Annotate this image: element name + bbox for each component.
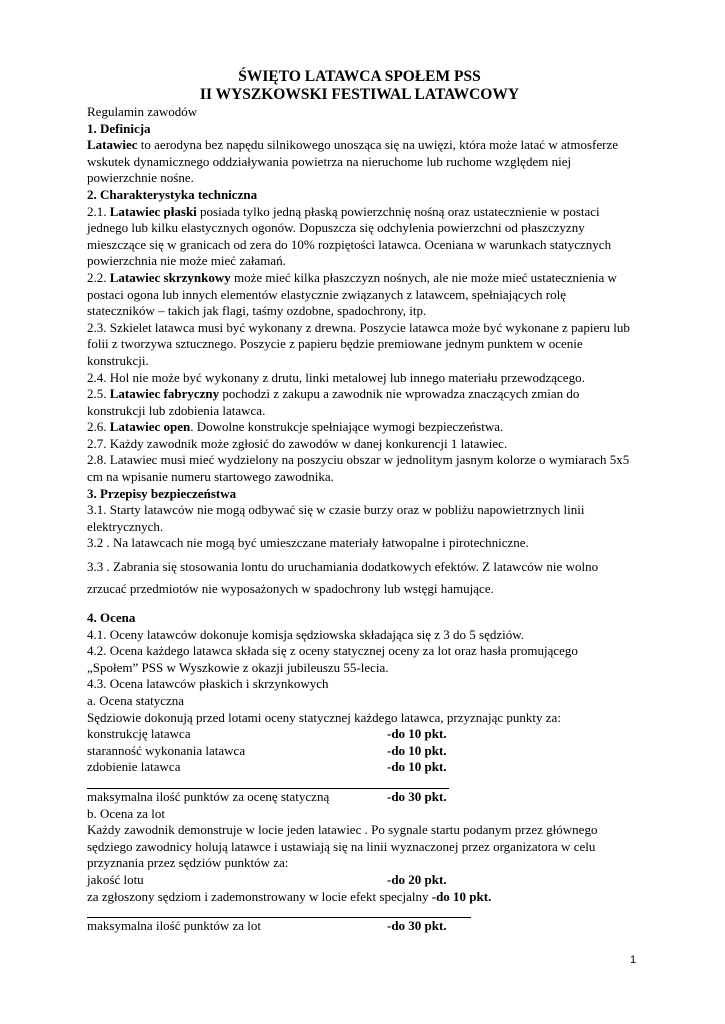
static-max-label: maksymalna ilość punktów za ocenę statyczną — [87, 788, 330, 804]
paragraph-2-4: 2.4. Hol nie może być wykonany z drutu, linki metalowej lub innego materiału przewodzącego. — [87, 369, 585, 385]
paragraph-text: . Dowolne konstrukcje spełniające wymogi bezpieczeństwa. — [190, 419, 504, 435]
paragraph-text: może mieć kilka płaszczyzn nośnych, ale nie może mieć ustatecznienia w postaci ogona lub innych elementów elastycznie związanych z latawcem, spełniających rolę stateczników – takich jak flagi, taśmy ozdobne, spadochrony, itp. — [87, 269, 617, 319]
score-label: konstrukcję latawca — [87, 726, 191, 742]
static-rating-heading: a. Ocena statyczna — [87, 693, 185, 708]
paragraph-number: 2.5. — [87, 386, 110, 402]
score-row — [87, 759, 632, 776]
flight-quality-row — [87, 872, 632, 889]
paragraph-2-8: 2.8. Latawiec musi mieć wydzielony na poszyciu obszar w jednolitym jasnym kolorze o wymiarach 5x5 cm na wpisanie numeru startowego zawodnika. — [87, 452, 630, 485]
term-open-kite: Latawiec open — [109, 419, 191, 435]
flight-rating-text: Każdy zawodnik demonstruje w locie jeden latawiec . Po sygnale startu podanym przez głównego sędziego zawodnicy holują latawce i ustawiają się na linii wyznaczonej przez organizatora w celu przyznania przez sędziów punktów za: — [87, 822, 598, 871]
paragraph-text: posiada tylko jedną płaską powierzchnię nośną oraz ustatecznienie w postaci jednego lub kilku elastycznych ogonów. Dopuszcza się odchylenia powierzchni od płaszczyzny mieszczące się w granicach od zera do 10% rozpiętości latawca. Oceniana w warunkach statycznych powierzchnia nie może mieć załamań. — [87, 203, 612, 269]
paragraph-text: pochodzi z zakupu a zawodnik nie wprowadza znaczących zmian do konstrukcji lub zdobienia latawca. — [87, 386, 580, 418]
definition-text: to aerodyna bez napędu silnikowego unosząca się na uwięzi, która może latać w atmosferze wskutek dynamicznego oddziaływania powietrza na nieruchome lub ruchome względem niej powierzchnie nośne. — [87, 137, 618, 186]
paragraph-3-2: 3.2 . Na latawcach nie mogą być umieszczane materiały łatwopalne i pirotechniczne. — [87, 535, 529, 551]
document-body — [87, 68, 632, 935]
section-1-heading: 1. Definicja — [87, 120, 151, 136]
score-points: -do 10 pkt. — [387, 759, 447, 775]
flight-max-points: -do 30 pkt. — [387, 918, 447, 934]
paragraph-2-7: 2.7. Każdy zawodnik może zgłosić do zawodów w danej konkurencji 1 latawiec. — [87, 435, 508, 451]
paragraph-3-3: 3.3 . Zabrania się stosowania lontu do uruchamiania dodatkowych efektów. Z latawców nie wolno zrzucać przedmiotów nie wyposażonych w spadochrony lub wstęgi hamujące. — [87, 559, 599, 597]
paragraph-2-1 — [87, 204, 632, 270]
term-factory-kite: Latawiec fabryczny — [109, 386, 220, 402]
special-effect-label: za zgłoszony sędziom i zademonstrowany w locie efekt specjalny — [87, 888, 432, 904]
term-flat-kite: Latawiec płaski — [109, 203, 197, 219]
static-rating-text: Sędziowie dokonują przed lotami oceny statycznej każdego latawca, przyznając punkty za: — [87, 709, 561, 725]
paragraph-2-6 — [87, 419, 632, 436]
paragraph-number: 2.2. — [87, 269, 110, 285]
paragraph-number: 2.1. — [87, 203, 110, 219]
flight-rating-heading: b. Ocena za lot — [87, 805, 165, 821]
static-max-points: -do 30 pkt. — [387, 788, 447, 804]
spacer — [87, 905, 632, 917]
paragraph-number: 2.6. — [87, 419, 110, 435]
score-label: zdobienie latawca — [87, 759, 181, 775]
spacer — [87, 600, 632, 610]
paragraph-3-1: 3.1. Starty latawców nie mogą odbywać się w czasie burzy oraz w pobliżu napowietrznych linii elektrycznych. — [87, 502, 585, 534]
score-points: -do 10 pkt. — [387, 742, 447, 758]
spacer — [87, 776, 632, 788]
flight-max-label: maksymalna ilość punktów za lot — [87, 918, 262, 934]
flight-quality-label: jakość lotu — [87, 871, 144, 887]
flight-quality-points: -do 20 pkt. — [387, 871, 447, 887]
title-line-1: ŚWIĘTO LATAWCA SPOŁEM PSS — [238, 68, 481, 85]
special-effect-row — [87, 889, 632, 906]
paragraph-4-3: 4.3. Ocena latawców płaskich i skrzynkowych — [87, 676, 329, 692]
paragraph-2-2 — [87, 270, 632, 320]
score-row — [87, 726, 632, 743]
paragraph-4-1: 4.1. Oceny latawców dokonuje komisja sędziowska składająca się z 3 do 5 sędziów. — [87, 626, 525, 642]
definition-term: Latawiec — [87, 137, 138, 153]
score-row — [87, 743, 632, 760]
paragraph-2-3: 2.3. Szkielet latawca musi być wykonany z drewna. Poszycie latawca może być wykonane z papieru lub folii z tworzywa sztucznego. Poszycie z papieru będzie premiowane jednym punktem w ocenie konstrukcji. — [87, 319, 630, 368]
section-4-heading: 4. Ocena — [87, 610, 136, 626]
score-label: staranność wykonania latawca — [87, 742, 246, 758]
paragraph-2-5 — [87, 386, 632, 419]
section-3-heading: 3. Przepisy bezpieczeństwa — [87, 485, 237, 501]
special-effect-points: -do 10 pkt. — [431, 888, 492, 904]
intro-text: Regulamin zawodów — [87, 104, 198, 119]
page-number: 1 — [630, 954, 637, 966]
term-box-kite: Latawiec skrzynkowy — [109, 269, 231, 285]
score-points: -do 10 pkt. — [387, 726, 447, 742]
flight-max-row — [87, 918, 632, 935]
static-max-row — [87, 789, 632, 806]
paragraph-4-2: 4.2. Ocena każdego latawca składa się z oceny statycznej oceny za lot oraz hasła promującego „Społem” PSS w Wyszkowie z okazji jubileuszu 55-lecia. — [87, 643, 578, 675]
title-line-2: II WYSZKOWSKI FESTIWAL LATAWCOWY — [199, 86, 520, 103]
section-1-definition — [87, 137, 632, 187]
section-2-heading: 2. Charakterystyka techniczna — [87, 186, 258, 202]
